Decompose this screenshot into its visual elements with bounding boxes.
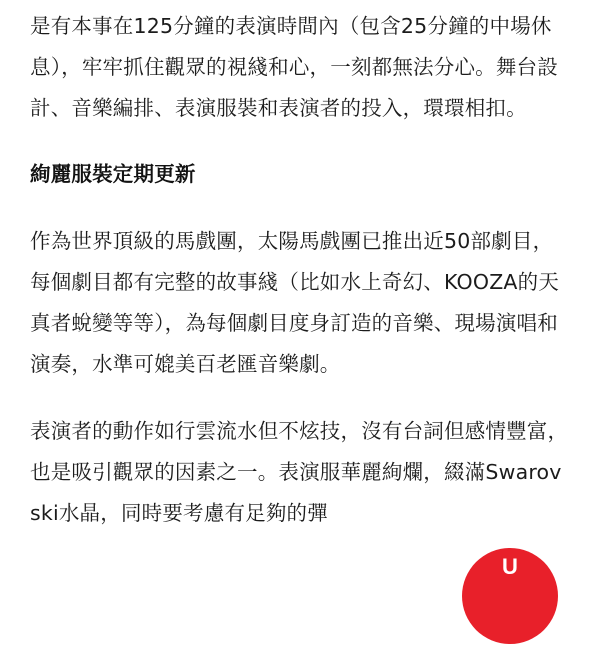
floating-logo-badge[interactable] [462, 548, 558, 644]
paragraph-2: 作為世界頂級的馬戲團，太陽馬戲團已推出近50部劇目，每個劇目都有完整的故事綫（比如水上奇幻、KOOZA的天真者蛻變等等），為每個劇目度身訂造的音樂、現場演唱和演奏，水準可媲美百老匯音樂劇。 [30, 229, 560, 376]
paragraph-1: 是有本事在125分鐘的表演時間內（包含25分鐘的中場休息），牢牢抓住觀眾的視綫和心，一刻都無法分心。舞台設計、音樂編排、表演服裝和表演者的投入，環環相扣。 [30, 14, 558, 120]
badge-letter: U [502, 554, 518, 579]
section-heading: 絢麗服裝定期更新 [30, 162, 196, 186]
paragraph-3: 表演者的動作如行雲流水但不炫技，沒有台詞但感情豐富，也是吸引觀眾的因素之一。表演服華麗絢爛，綴滿Swarovski水晶，同時要考慮有足夠的彈 [30, 419, 569, 525]
